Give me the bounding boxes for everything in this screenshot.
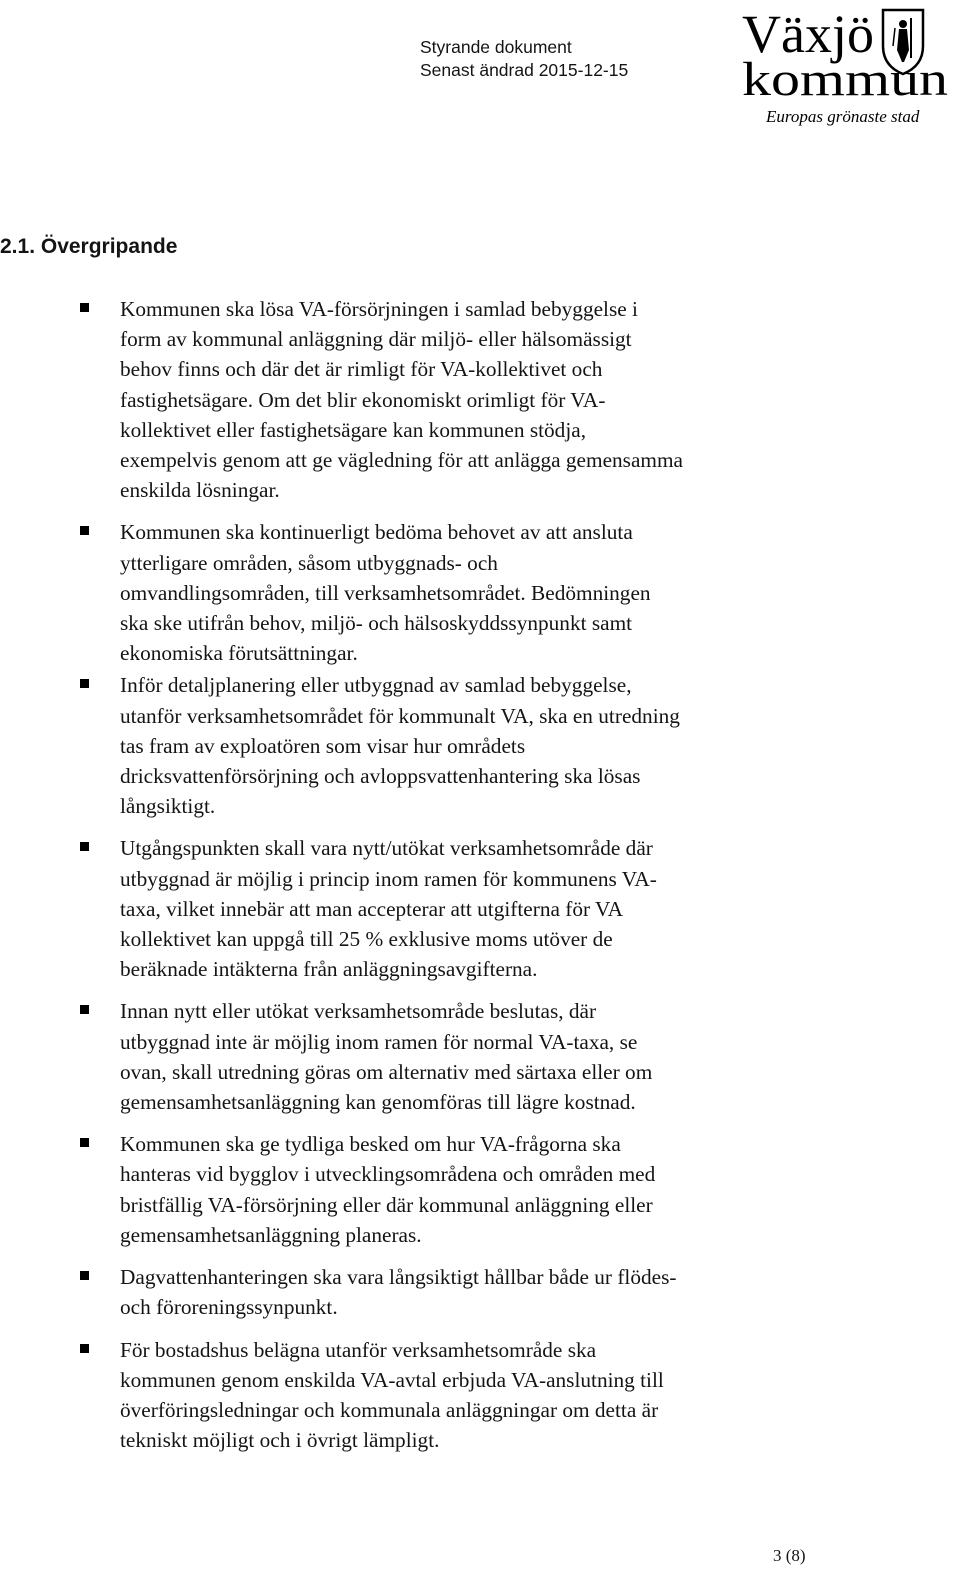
- bullet-item-7: [120, 1262, 835, 1322]
- bullet-3-line-2: utanför verksamhetsområdet för kommunalt VA, ska en utredning: [120, 703, 680, 728]
- bullet-1-line-5: kollektivet eller fastighetsägare kan kommunen stödja,: [120, 417, 587, 442]
- bullet-3-line-3: tas fram av exploatören som visar hur områdets: [120, 733, 526, 758]
- logo-line2: kommun: [742, 53, 948, 106]
- bullet-8-line-2: kommunen genom enskilda VA-avtal erbjuda VA-anslutning till: [120, 1367, 664, 1392]
- bullet-7-line-2: och föroreningssynpunkt.: [120, 1295, 338, 1320]
- bullet-5-line-3: ovan, skall utredning göras om alternativ med särtaxa eller om: [120, 1059, 653, 1084]
- bullet-2-line-4: ska ske utifrån behov, miljö- och hälsoskyddssynpunkt samt: [120, 611, 633, 636]
- bullet-item-6: [120, 1129, 835, 1250]
- bullet-3-line-1: Inför detaljplanering eller utbyggnad av samlad bebyggelse,: [120, 673, 632, 698]
- bullet-list: [120, 294, 835, 1467]
- bullet-1-line-2: form av kommunal anläggning där miljö- eller hälsomässigt: [120, 327, 632, 352]
- bullet-8-line-3: överföringsledningar och kommunala anläggningar om detta är: [120, 1397, 659, 1422]
- bullet-5-line-2: utbyggnad inte är möjlig inom ramen för normal VA-taxa, se: [120, 1029, 638, 1054]
- bullet-item-1: [120, 294, 835, 505]
- bullet-1-line-1: Kommunen ska lösa VA-försörjningen i samlad bebyggelse i: [120, 297, 638, 321]
- bullet-2-line-3: omvandlingsområden, till verksamhetsområdet. Bedömningen: [120, 580, 651, 605]
- bullet-6-line-4: gemensamhetsanläggning planeras.: [120, 1222, 422, 1247]
- page-number: 3 (8): [773, 1546, 806, 1565]
- bullet-1-line-6: exempelvis genom att ge vägledning för att anlägga gemensamma: [120, 448, 683, 473]
- bullet-4-line-3: taxa, vilket innebär att man accepterar att utgifterna för VA: [120, 896, 624, 921]
- bullet-6-line-1: Kommunen ska ge tydliga besked om hur VA-frågorna ska: [120, 1132, 621, 1157]
- document-type: Styrande dokument: [420, 37, 572, 57]
- bullet-5-line-4: gemensamhetsanläggning kan genomföras till lägre kostnad.: [120, 1090, 636, 1115]
- bullet-4-line-5: beräknade intäkterna från anläggningsavgifterna.: [120, 957, 538, 982]
- bullet-2-line-1: Kommunen ska kontinuerligt bedöma behovet av att ansluta: [120, 520, 633, 545]
- document-meta: [420, 36, 628, 82]
- bullet-8-line-1: För bostadshus belägna utanför verksamhetsområde ska: [120, 1337, 597, 1362]
- bullet-1-line-4: fastighetsägare. Om det blir ekonomiskt orimligt för VA-: [120, 387, 606, 412]
- bullet-5-line-1: Innan nytt eller utökat verksamhetsområde beslutas, där: [120, 999, 597, 1024]
- bullet-item-3: [120, 670, 835, 821]
- bullet-1-line-3: behov finns och där det är rimligt för VA-kollektivet och: [120, 357, 603, 382]
- bullet-item-2: [120, 517, 835, 668]
- bullet-8-line-4: tekniskt möjligt och i övrigt lämpligt.: [120, 1428, 440, 1453]
- bullet-4-line-2: utbyggnad är möjlig i princip inom ramen för kommunens VA-: [120, 866, 657, 891]
- logo-line1: Växjö: [742, 4, 874, 64]
- bullet-2-line-5: ekonomiska förutsättningar.: [120, 641, 358, 666]
- bullet-1-line-7: enskilda lösningar.: [120, 478, 280, 503]
- bullet-7-line-1: Dagvattenhanteringen ska vara långsiktigt hållbar både ur flödes-: [120, 1265, 677, 1290]
- last-modified-date: Senast ändrad 2015-12-15: [420, 60, 629, 80]
- bullet-6-line-2: hanteras vid bygglov i utvecklingsområdena och områden med: [120, 1162, 656, 1187]
- vaxjo-kommun-logo: [738, 0, 953, 130]
- bullet-item-5: [120, 996, 835, 1117]
- bullet-4-line-1: Utgångspunkten skall vara nytt/utökat verksamhetsområde där: [120, 836, 653, 861]
- bullet-3-line-5: långsiktigt.: [120, 794, 216, 819]
- bullet-item-8: [120, 1335, 835, 1456]
- bullet-6-line-3: bristfällig VA-försörjning eller där kommunal anläggning eller: [120, 1192, 653, 1217]
- bullet-3-line-4: dricksvattenförsörjning och avloppsvattenhantering ska lösas: [120, 764, 641, 789]
- bullet-item-4: [120, 833, 835, 984]
- logo-tagline: Europas grönaste stad: [766, 107, 920, 126]
- bullet-2-line-2: ytterligare områden, såsom utbyggnads- och: [120, 550, 498, 575]
- bullet-4-line-4: kollektivet kan uppgå till 25 % exklusive moms utöver de: [120, 927, 613, 952]
- section-heading: 2.1. Övergripande: [0, 235, 178, 258]
